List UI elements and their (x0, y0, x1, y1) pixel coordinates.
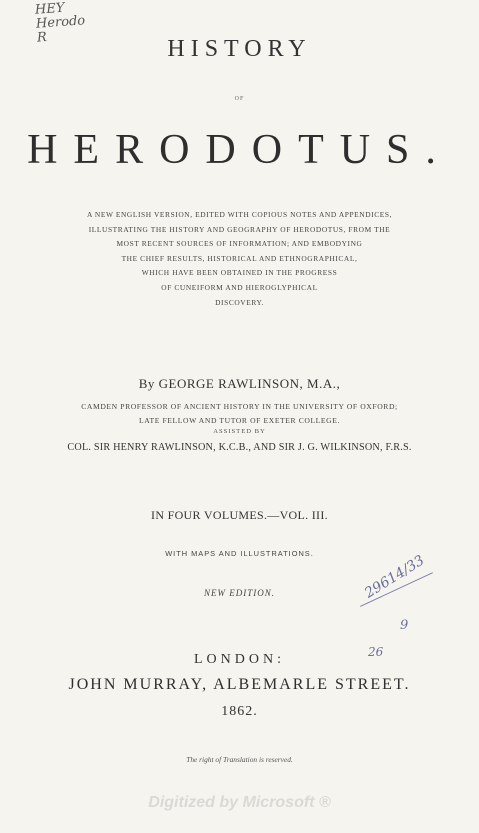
collaborators: COL. SIR HENRY RAWLINSON, K.C.B., AND SIR J. G. WILKINSON, F.R.S. (67, 442, 412, 453)
author-role: CAMDEN PROFESSOR OF ANCIENT HISTORY IN THE UNIVERSITY OF OXFORD; (81, 402, 398, 411)
handwritten-line: Herodo (35, 13, 86, 32)
author-roles (0, 400, 479, 428)
description-line: THE CHIEF RESULTS, HISTORICAL AND ETHNOGRAPHICAL, (121, 253, 358, 263)
handwritten-shelfmark-denominator: 9 (400, 618, 409, 633)
author-role: LATE FELLOW AND TUTOR OF EXETER COLLEGE. (139, 416, 340, 425)
handwritten-shelfmark-extra: 26 (368, 645, 384, 659)
imprint-publisher: JOHN MURRAY, ALBEMARLE STREET. (68, 676, 411, 693)
imprint-year: 1862. (221, 704, 258, 719)
description-line: MOST RECENT SOURCES OF INFORMATION; AND EMBODYING (116, 239, 363, 249)
volume-statement: IN FOUR VOLUMES.—VOL. III. (151, 508, 328, 522)
title-of: OF (234, 96, 245, 102)
edition-statement: NEW EDITION. (204, 588, 275, 598)
title-herodotus: HERODOTUS. (27, 127, 452, 173)
handwritten-line: HEY (34, 0, 65, 18)
handwritten-shelfmark-number: 29614/33 (362, 552, 428, 602)
description-line: WHICH HAVE BEEN OBTAINED IN THE PROGRESS (141, 268, 338, 278)
description-line: OF CUNEIFORM AND HIEROGLYPHICAL (161, 282, 318, 292)
description-block (0, 208, 479, 310)
description-line: ILLUSTRATING THE HISTORY AND GEOGRAPHY OF HERODOTUS, FROM THE (88, 224, 391, 234)
title-history: HISTORY (167, 36, 312, 62)
description-line: A NEW ENGLISH VERSION, EDITED WITH COPIOUS NOTES AND APPENDICES, (86, 210, 393, 219)
handwritten-line: R (36, 30, 48, 46)
digitizer-watermark: Digitized by Microsoft ® (148, 794, 331, 811)
author-line: By GEORGE RAWLINSON, M.A., (138, 376, 341, 391)
imprint-city: LONDON: (194, 652, 285, 667)
rights-note: The right of Translation is reserved. (186, 755, 293, 764)
maps-note: WITH MAPS AND ILLUSTRATIONS. (165, 549, 314, 558)
description-line: DISCOVERY. (215, 297, 264, 307)
assisted-by: ASSISTED BY (213, 428, 266, 435)
